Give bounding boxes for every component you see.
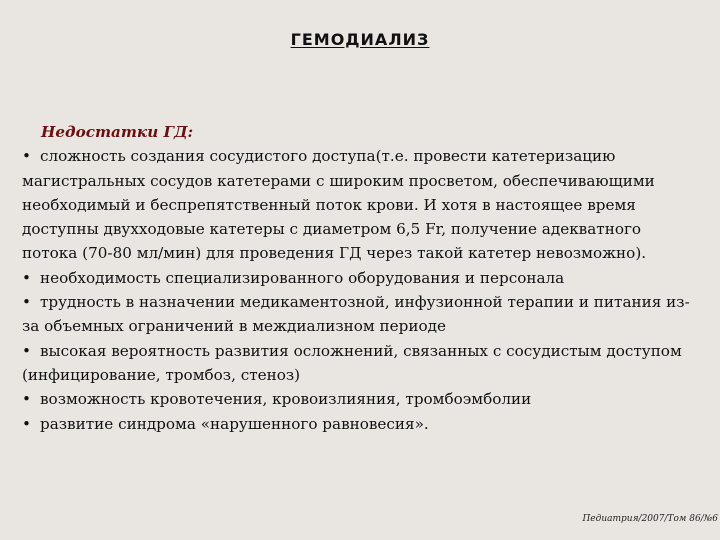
bullet-text: высокая вероятность развития осложнений, связанных с сосудистым доступом (инфицирование, тромбоз, стеноз) <box>22 341 682 384</box>
bullet-icon: • <box>22 390 31 409</box>
subheading: Недостатки ГД: <box>41 123 194 141</box>
bullet-item-2 <box>22 266 692 290</box>
bullet-icon: • <box>22 268 31 287</box>
bullet-text: необходимость специализированного оборудования и персонала <box>40 268 565 287</box>
bullet-item-5 <box>22 387 692 411</box>
bullet-text: развитие синдрома «нарушенного равновесия». <box>40 414 429 433</box>
bullet-icon: • <box>22 341 31 360</box>
bullet-item-4 <box>22 339 692 388</box>
bullet-text: возможность кровотечения, кровоизлияния, тромбоэмболии <box>40 390 532 409</box>
bullet-icon: • <box>22 293 31 312</box>
bullet-text: сложность создания сосудистого доступа(т.е. провести катетеризацию магистральных сосудов катетерами с широким просветом, обеспечивающими необходимый и беспрепятственный поток крови. И хотя в настоящее время доступны двухходовые катетеры с диаметром 6,5 Fr, получение адекватного потока (70-80 мл/мин) для проведения ГД через такой катетер невозможно). <box>22 147 655 263</box>
slide-title: ГЕМОДИАЛИЗ <box>290 30 430 49</box>
bullet-icon: • <box>22 414 31 433</box>
bullet-icon: • <box>22 147 31 166</box>
bullet-item-3 <box>22 290 692 339</box>
bullet-item-6 <box>22 412 692 436</box>
source-citation: Педиатрия/2007/Том 86/№6 <box>582 514 718 524</box>
bullet-text: трудность в назначении медикаментозной, инфузионной терапии и питания из-за объемных ограничений в междиализном периоде <box>22 293 690 336</box>
slide-content <box>22 120 692 436</box>
bullet-item-1 <box>22 144 692 265</box>
